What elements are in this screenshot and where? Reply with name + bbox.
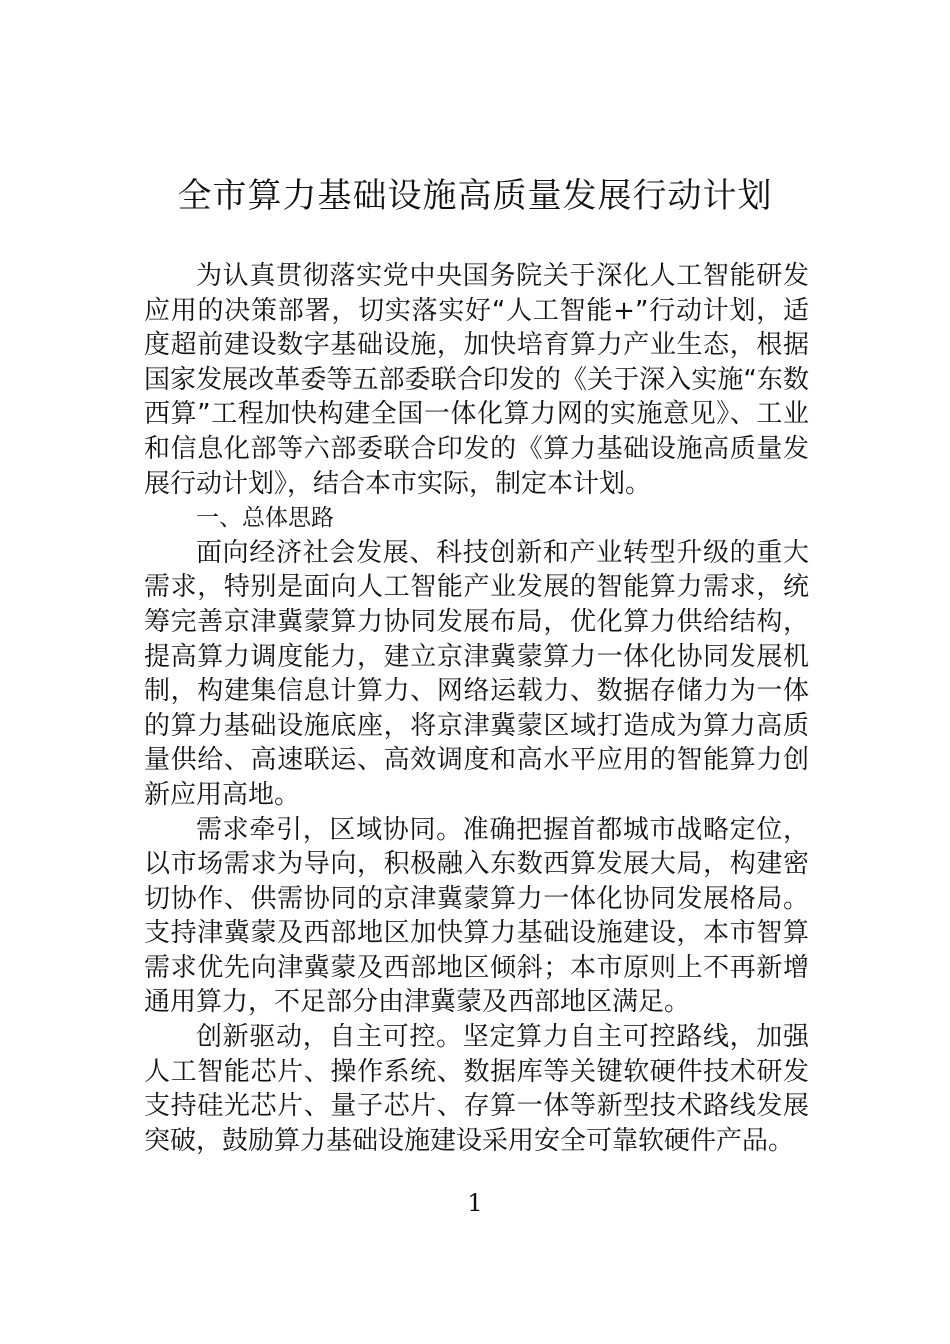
document-title: 全市算力基础设施高质量发展行动计划 — [177, 176, 773, 216]
intro-paragraph: 为认真贯彻落实党中央国务院关于深化人工智能研发应用的决策部署，切实落实好“人工智能+”行动计划，适度超前建设数字基础设施，加快培育算力产业生态，根据国家发展改革委等五部委联合印发的《关于深入实施“东数西算”工程加快构建全国一体化算力网的实施意见》、工业和信息化部等六部委联合印发的《算力基础设施高质量发展行动计划》，结合本市实际，制定本计划。 — [144, 261, 809, 499]
overview-paragraph: 面向经济社会发展、科技创新和产业转型升级的重大需求，特别是面向人工智能产业发展的智能算力需求，统筹完善京津冀蒙算力协同发展布局，优化算力供给结构，提高算力调度能力，建立京津冀蒙算力一体化协同发展机制，构建集信息计算力、网络运载力、数据存储力为一体的算力基础设施底座，将京津冀蒙区域打造成为算力高质量供给、高速联运、高效调度和高水平应用的智能算力创新应用高地。 — [144, 537, 809, 810]
section-heading: 一、总体思路 — [196, 505, 334, 532]
document-body — [144, 259, 809, 1158]
page-number: 1 — [467, 1189, 483, 1217]
principle-paragraph-demand: 需求牵引，区域协同。准确把握首都城市战略定位，以市场需求为导向，积极融入东数西算发展大局，构建密切协作、供需协同的京津冀蒙算力一体化协同发展格局。支持津冀蒙及西部地区加快算力基础设施建设，本市智算需求优先向津冀蒙及西部地区倾斜；本市原则上不再新增通用算力，不足部分由津冀蒙及西部地区满足。 — [144, 814, 809, 1018]
principle-paragraph-innovation: 创新驱动，自主可控。坚定算力自主可控路线，加强人工智能芯片、操作系统、数据库等关键软硬件技术研发支持硅光芯片、量子芯片、存算一体等新型技术路线发展突破，鼓励算力基础设施建设采用安全可靠软硬件产品。 — [144, 1022, 809, 1156]
